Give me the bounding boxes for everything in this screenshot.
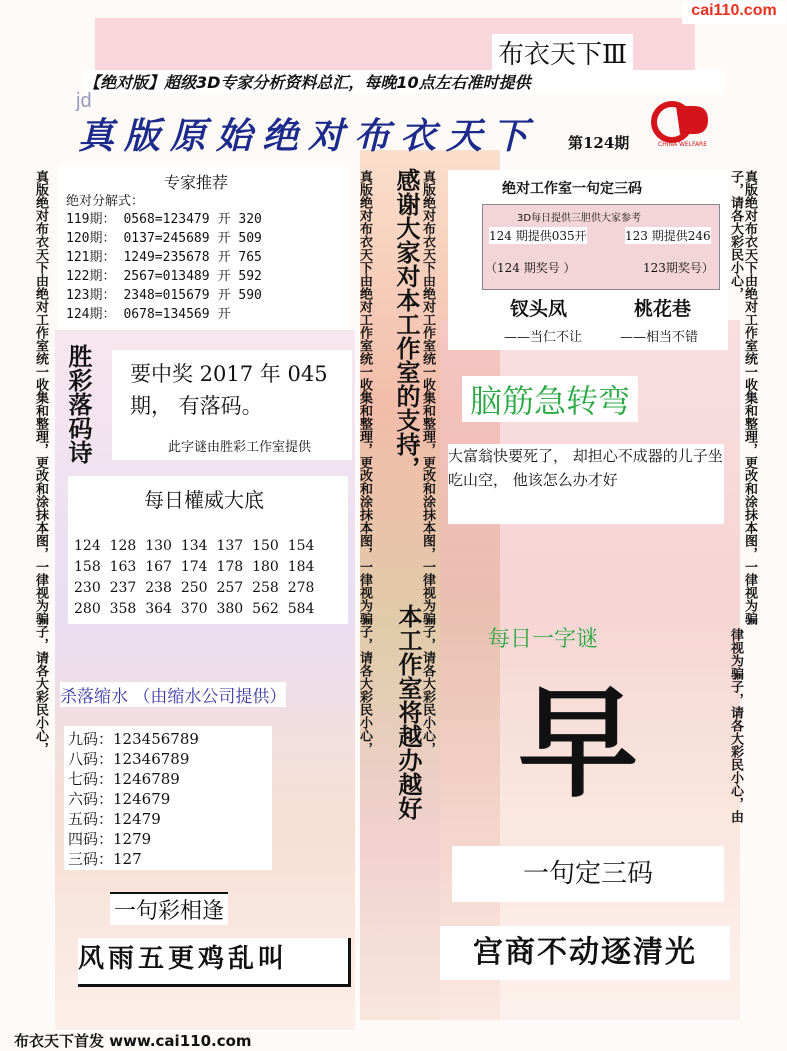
expert-heading: 专家推荐 (164, 173, 229, 192)
shrink-heading: 杀落缩水 （由缩水公司提供） (60, 682, 286, 707)
daily-base-row: 158 163 167 174 178 180 184 (74, 559, 315, 575)
poem-line-1: 要中奖 2017 年 045 (130, 362, 328, 386)
shrink-label: 七码： (68, 770, 114, 788)
expert-open: 开 590 (217, 288, 262, 303)
daily-base-heading: 每日權威大底 (144, 488, 264, 512)
site-badge[interactable]: cai110.com (682, 2, 786, 24)
expert-row (66, 246, 270, 265)
workroom-box (482, 204, 720, 290)
daily-base-rows (74, 538, 314, 622)
shrink-label: 四码： (68, 830, 114, 848)
shrink-label: 六码： (68, 790, 114, 808)
workroom-word-1: 钗头凤 (510, 298, 568, 320)
expert-formula: 1249=235678 (123, 250, 210, 265)
expert-period: 124期： (66, 307, 116, 322)
one-char-phrase: 宫商不动逐清光 (440, 926, 730, 980)
expert-period: 120期： (66, 231, 116, 246)
expert-period: 119期： (66, 212, 116, 227)
shrink-label: 五码： (68, 810, 114, 828)
one-char-sub: 一句定三码 (452, 846, 724, 902)
shrink-value: 1279 (113, 830, 152, 848)
expert-formula: 0137=245689 (123, 231, 210, 246)
expert-section (58, 164, 348, 328)
shrink-row (68, 768, 268, 788)
workroom-section (448, 170, 728, 350)
shrink-row (68, 728, 268, 748)
right-figure-bg (440, 320, 743, 1020)
shrink-value: 12346789 (113, 750, 190, 768)
workroom-word-2: 桃花巷 (634, 298, 692, 320)
svg-text:CHINA WELFARE: CHINA WELFARE (658, 141, 708, 148)
shrink-label: 三码： (68, 850, 114, 868)
series-title: 布衣天下Ⅲ (492, 34, 633, 71)
right-vertical-notice: 真版绝对布衣天下由绝对工作室统一收集和整理，更改和涂抹本图，一律视为骗子，请各大彩民小心， (728, 170, 757, 625)
one-char-glyph: 早 (518, 675, 638, 814)
one-char-heading: 每日一字谜 (488, 627, 599, 652)
workroom-heading: 绝对工作室一句定三码 (502, 181, 642, 197)
expert-row (66, 284, 270, 303)
main-title: 真版原始绝对布衣天下 (78, 115, 539, 157)
shrink-label: 八码： (68, 750, 114, 768)
right-vertical-notice-lower: 律视为骗子，请各大彩民小心，由 (728, 628, 743, 823)
daily-base-row: 280 358 364 370 380 562 584 (74, 601, 315, 617)
shrink-rows (64, 726, 272, 870)
poem-line-2: 期， 有落码。 (130, 394, 263, 418)
subtitle: 【绝对版】超级3D专家分析资料总汇，每晚10点左右准时提供 (84, 70, 724, 93)
workroom-sub-2: ——相当不错 (620, 330, 699, 345)
shrink-row (68, 788, 268, 808)
shrink-value: 12479 (113, 810, 161, 828)
workroom-box-title: 3D每日提供三胆供大家参考 (517, 213, 642, 224)
thanks-vertical-2: 本工作室将越办越好 (394, 604, 423, 820)
riddle-heading: 脑筋急转弯 (462, 376, 638, 422)
expert-open: 开 509 (217, 231, 262, 246)
shrink-value: 1246789 (113, 770, 180, 788)
middle-vertical-notice-b: 真版绝对布衣天下由绝对工作室统一收集和整理，更改和涂抹本图，一律视为骗子，请各大彩民小心， (420, 170, 435, 755)
shrink-row (68, 848, 268, 868)
issue-number: 第124期 (568, 134, 630, 152)
daily-base-section (68, 476, 348, 624)
expert-formula: 2348=015679 (123, 288, 210, 303)
expert-period: 121期： (66, 250, 116, 265)
workroom-award124: （124 期奖号 ） (485, 261, 576, 275)
shrink-row (68, 808, 268, 828)
expert-row (66, 265, 270, 284)
shrink-row (68, 828, 268, 848)
daily-base-row: 124 128 130 134 137 150 154 (74, 538, 315, 554)
workroom-award123: 123期奖号） (643, 261, 714, 275)
workroom-sub-1: ——当仁不让 (504, 330, 583, 345)
shrink-value: 123456789 (113, 730, 199, 748)
riddle-text: 大富翁快要死了， 却担心不成器的儿子坐吃山空， 他该怎么办才好 (448, 444, 724, 524)
shrink-value: 124679 (113, 790, 171, 808)
left-vertical-notice: 真版绝对布衣天下由绝对工作室统一收集和整理，更改和涂抹本图，一律视为骗子，请各大彩民小心， (33, 170, 48, 755)
phrase-text: 风雨五更鸡乱叫 (78, 938, 351, 987)
shrink-row (68, 748, 268, 768)
poem-box (112, 350, 352, 460)
expert-rows (66, 208, 270, 322)
expert-row (66, 303, 270, 322)
expert-open: 开 320 (217, 212, 262, 227)
poem-side-label: 胜彩落码诗 (64, 344, 93, 464)
expert-open: 开 765 (217, 250, 262, 265)
daily-base-row: 230 237 238 250 257 258 278 (74, 580, 315, 596)
expert-formula: 0678=134569 (123, 307, 210, 322)
expert-open: 开 (217, 307, 231, 322)
workroom-p124: 124 期提供035开 (489, 229, 587, 243)
phrase-heading: 一句彩相逢 (110, 892, 228, 925)
expert-open: 开 592 (217, 269, 262, 284)
decomp-label: 绝对分解式： (66, 194, 145, 209)
thanks-vertical-1: 感谢大家对本工作室的支持， (392, 168, 421, 480)
expert-period: 123期： (66, 288, 116, 303)
middle-vertical-notice-a: 真版绝对布衣天下由绝对工作室统一收集和整理，更改和涂抹本图，一律视为骗子，请各大彩民小心， (357, 170, 372, 755)
lottery-logo (650, 100, 712, 148)
shrink-label: 九码： (68, 730, 114, 748)
jd-mark: jd (76, 90, 92, 112)
footer-site[interactable]: 布衣天下首发 www.cai110.com (14, 1032, 252, 1050)
shrink-value: 127 (113, 850, 142, 868)
poem-credit: 此字谜由胜彩工作室提供 (168, 440, 312, 455)
expert-row (66, 208, 270, 227)
expert-row (66, 227, 270, 246)
expert-formula: 2567=013489 (123, 269, 210, 284)
workroom-p123: 123 期提供246 (625, 229, 711, 243)
expert-period: 122期： (66, 269, 116, 284)
expert-formula: 0568=123479 (123, 212, 210, 227)
